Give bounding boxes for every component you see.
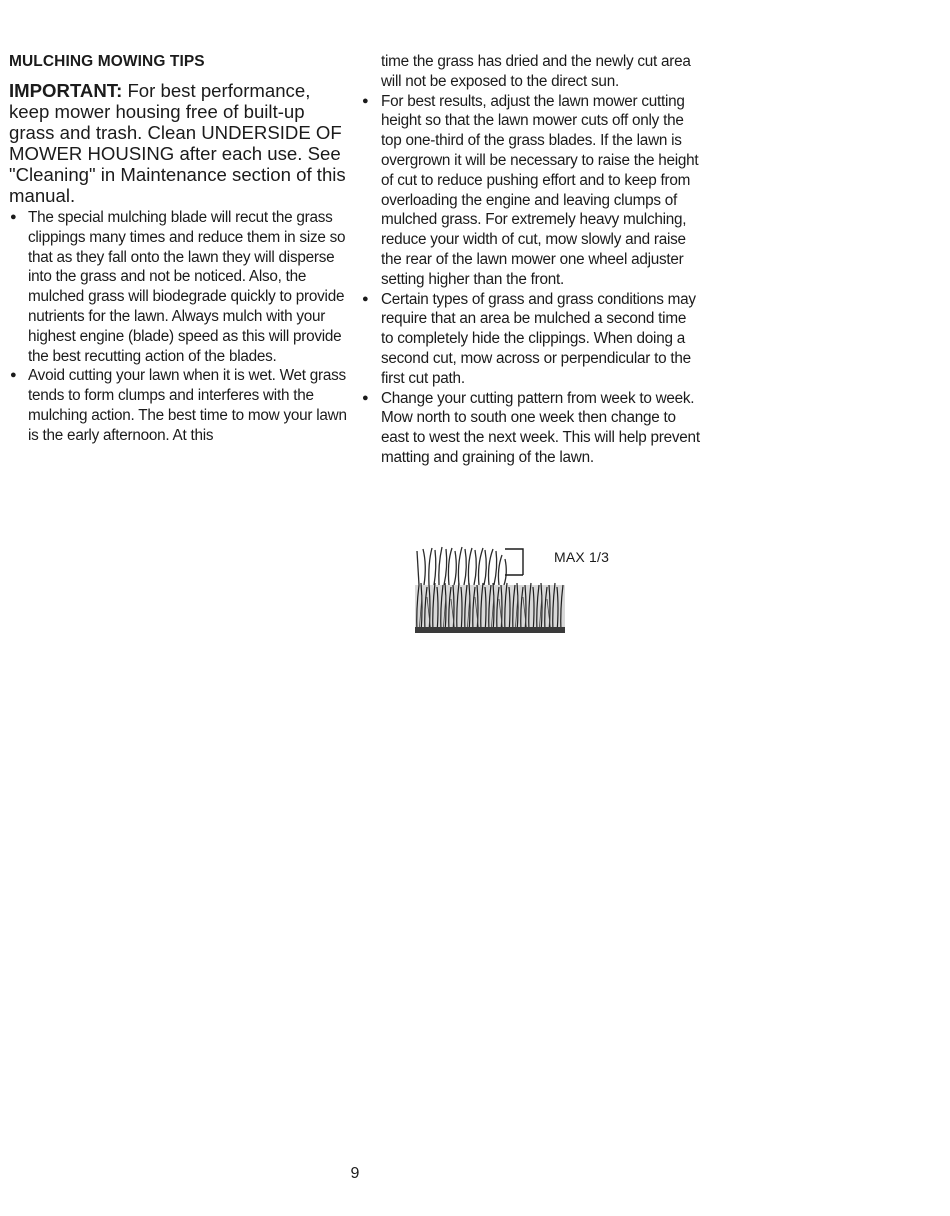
- max-cut-label: MAX 1/3: [554, 549, 610, 565]
- bullet-icon: ●: [10, 211, 17, 223]
- tip-item: [9, 208, 354, 366]
- tip-item: [9, 366, 354, 445]
- tip-item: [362, 389, 702, 468]
- tip-text: Avoid cutting your lawn when it is wet. Wet grass tends to form clumps and interferes with the mulching action. The best time to mow your lawn is the early afternoon. At this: [28, 367, 347, 444]
- tip-text: For best results, adjust the lawn mower cutting height so that the lawn mower cuts off only the top one-third of the grass blades. If the lawn is overgrown it will be necessary to raise the height of cut to reduce pushing effort and to keep from overloading the engine and leaving clumps of mulched grass. For extremely heavy mulching, reduce your width of cut, mow slowly and raise the rear of the lawn mower one wheel adjuster setting higher than the front.: [381, 92, 699, 288]
- tip-text: The special mulching blade will recut the grass clippings many times and reduce them in size so that as they fall onto the lawn they will disperse into the grass and not be noticed. Also, the mulched grass will biodegrade quickly to provide nutrients for the lawn. Always mulch with your highest engine (blade) speed as this will provide the best recutting action of the blades.: [28, 209, 346, 365]
- tip-text: Change your cutting pattern from week to week. Mow north to south one week then change to east to west the next week. This will help prevent matting and graining of the lawn.: [381, 389, 700, 466]
- bullet-icon: ●: [10, 369, 17, 382]
- bullet-icon: ●: [362, 292, 369, 305]
- bullet-icon: ●: [362, 94, 369, 107]
- tip-item: [362, 290, 702, 389]
- left-column: [9, 52, 354, 446]
- grass-cut-height-icon: [413, 545, 568, 637]
- cut-height-figure: [413, 545, 643, 637]
- tips-list-right: [362, 92, 702, 468]
- tip-text: Certain types of grass and grass conditions may require that an area be mulched a second time to completely hide the clippings. When doing a second cut, mow across or perpendicular to the first cut path.: [381, 290, 696, 387]
- section-heading: MULCHING MOWING TIPS: [9, 53, 205, 70]
- bullet-icon: ●: [362, 391, 369, 404]
- important-label: IMPORTANT:: [9, 80, 123, 101]
- tip-continuation: time the grass has dried and the newly cut area will not be exposed to the direct sun.: [381, 53, 691, 90]
- tips-list-left: [9, 208, 354, 446]
- right-column: [362, 52, 702, 468]
- important-text: For best performance, keep mower housing free of built-up grass and trash. Clean UNDERSIDE OF MOWER HOUSING after each use. See "Cleaning" in Maintenance section of this manual.: [9, 80, 346, 206]
- tip-item: [362, 92, 702, 290]
- page-number: 9: [350, 1165, 360, 1182]
- important-notice: [9, 80, 354, 206]
